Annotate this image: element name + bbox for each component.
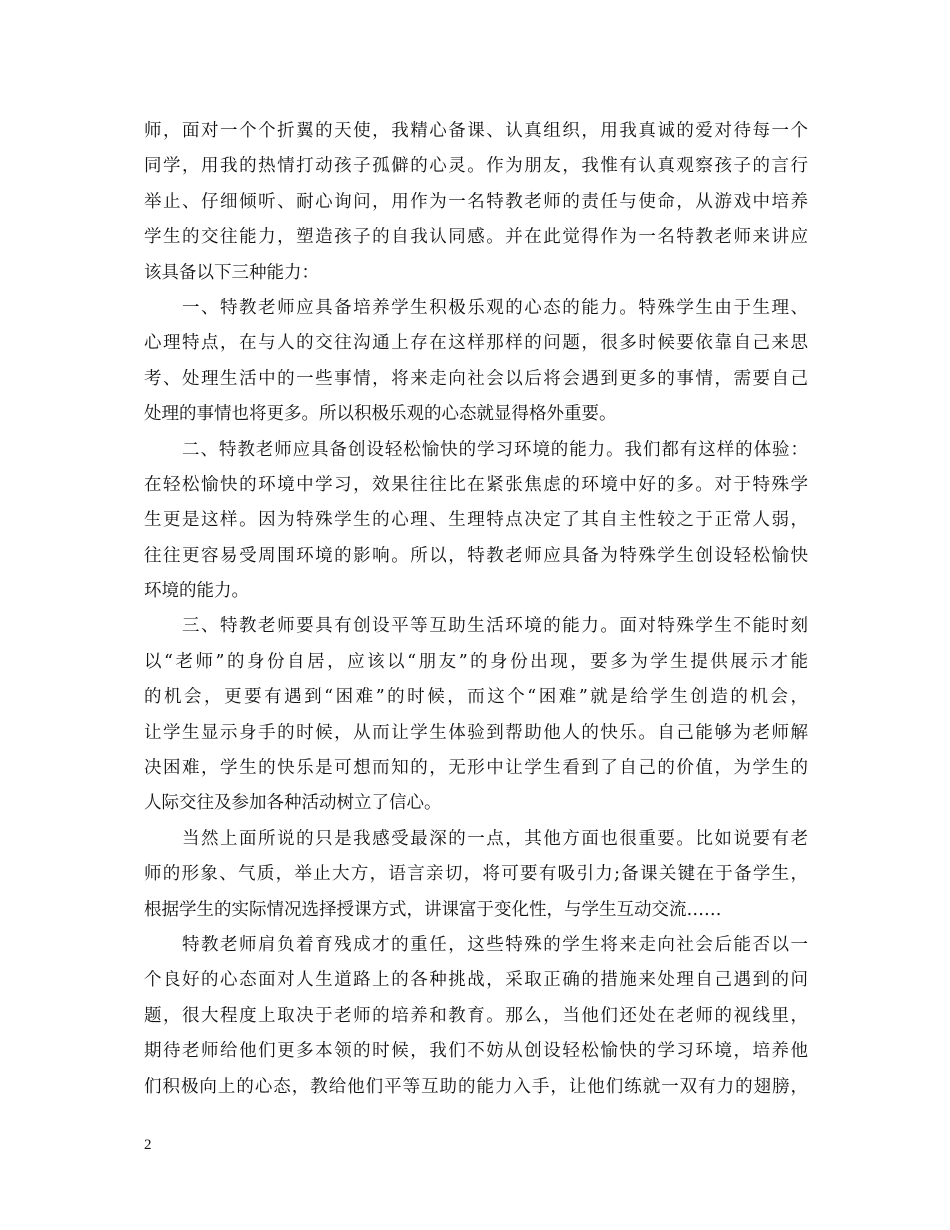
text-line: 同学，用我的热情打动孩子孤僻的心灵。作为朋友，我惟有认真观察孩子的言行 bbox=[144, 156, 808, 177]
text-line: 让学生显示身手的时候，从而让学生体验到帮助他人的快乐。自己能够为老师解 bbox=[144, 722, 808, 743]
text-line: 个良好的心态面对人生道路上的各种挑战，采取正确的措施来处理自己遇到的问 bbox=[144, 970, 808, 991]
text-line: 二、特教老师应具备创设轻松愉快的学习环境的能力。我们都有这样的体验： bbox=[182, 439, 808, 460]
text-line: 特教老师肩负着育残成才的重任，这些特殊的学生将来走向社会后能否以一 bbox=[182, 934, 808, 955]
text-line: 一、特教老师应具备培养学生积极乐观的心态的能力。特殊学生由于生理、 bbox=[182, 297, 808, 318]
text-line: 的机会，更要有遇到“困难”的时候，而这个“困难”就是给学生创造的机会， bbox=[144, 687, 808, 708]
text-line: 处理的事情也将更多。所以积极乐观的心态就显得格外重要。 bbox=[144, 404, 617, 425]
text-line: 以“老师”的身份自居，应该以“朋友”的身份出现，要多为学生提供展示才能 bbox=[144, 651, 808, 672]
text-line: 往往更容易受周围环境的影响。所以，特教老师应具备为特殊学生创设轻松愉快 bbox=[144, 545, 808, 566]
text-line: 人际交往及参加各种活动树立了信心。 bbox=[144, 793, 442, 814]
page-number: 2 bbox=[144, 1137, 152, 1153]
text-line: 们积极向上的心态，教给他们平等互助的能力入手，让他们练就一双有力的翅膀， bbox=[144, 1076, 808, 1097]
text-line: 三、特教老师要具有创设平等互助生活环境的能力。面对特殊学生不能时刻 bbox=[182, 616, 808, 637]
text-line: 根据学生的实际情况选择授课方式，讲课富于变化性，与学生互动交流…… bbox=[144, 899, 722, 920]
text-line: 期待老师给他们更多本领的时候，我们不妨从创设轻松愉快的学习环境，培养他 bbox=[144, 1041, 808, 1062]
text-line: 当然上面所说的只是我感受最深的一点，其他方面也很重要。比如说要有老 bbox=[182, 828, 808, 849]
text-line: 学生的交往能力，塑造孩子的自我认同感。并在此觉得作为一名特教老师来讲应 bbox=[144, 227, 808, 248]
text-line: 心理特点，在与人的交往沟通上存在这样那样的问题，很多时候要依靠自己来思 bbox=[144, 333, 808, 354]
text-line: 师，面对一个个折翼的天使，我精心备课、认真组织，用我真诚的爱对待每一个 bbox=[144, 121, 808, 141]
text-line: 环境的能力。 bbox=[144, 581, 249, 602]
text-line: 决困难，学生的快乐是可想而知的，无形中让学生看到了自己的价值，为学生的 bbox=[144, 758, 808, 779]
text-line: 举止、仔细倾听、耐心询问，用作为一名特教老师的责任与使命，从游戏中培养 bbox=[144, 191, 808, 212]
text-line: 生更是这样。因为特殊学生的心理、生理特点决定了其自主性较之于正常人弱， bbox=[144, 510, 808, 531]
document-body-text bbox=[144, 114, 808, 1105]
text-line: 师的形象、气质，举止大方，语言亲切，将可要有吸引力;备课关键在于备学生， bbox=[144, 864, 808, 885]
text-line: 考、处理生活中的一些事情，将来走向社会以后将会遇到更多的事情，需要自己 bbox=[144, 368, 808, 389]
text-line: 该具备以下三种能力： bbox=[144, 262, 319, 283]
text-line: 在轻松愉快的环境中学习，效果往往比在紧张焦虑的环境中好的多。对于特殊学 bbox=[144, 474, 808, 495]
text-line: 题，很大程度上取决于老师的培养和教育。那么，当他们还处在老师的视线里， bbox=[144, 1005, 808, 1026]
